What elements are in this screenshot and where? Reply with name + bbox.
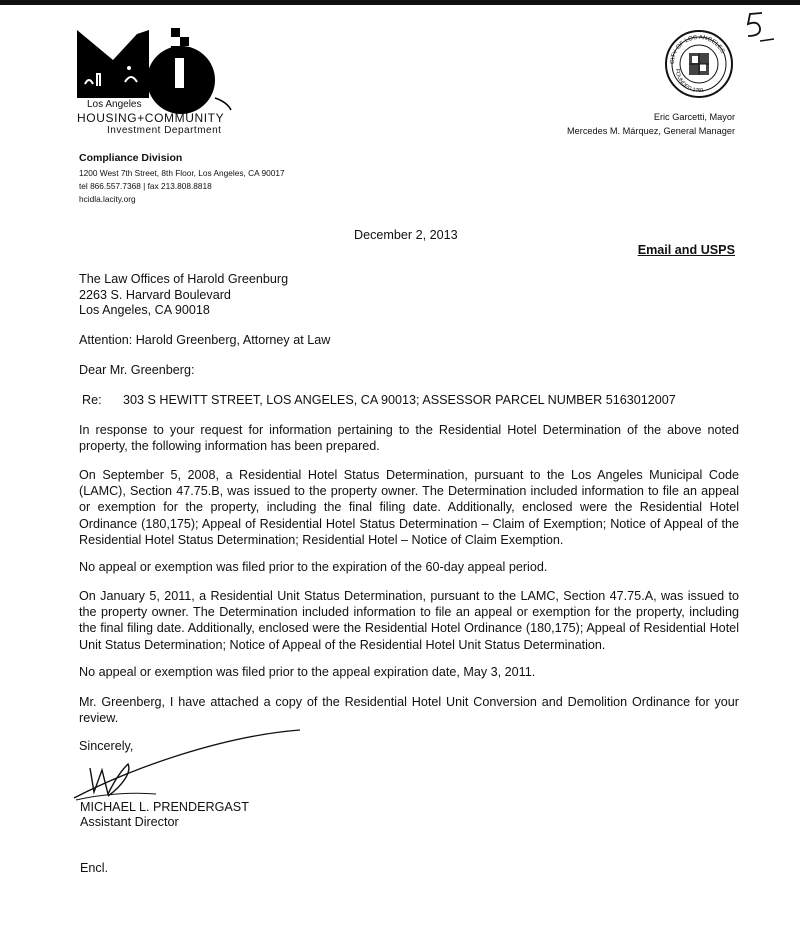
scan-border <box>0 0 800 5</box>
recipient-line: Los Angeles, CA 90018 <box>79 303 210 317</box>
recipient-line: The Law Offices of Harold Greenburg <box>79 272 289 286</box>
logo-city-text: Los Angeles <box>87 99 142 110</box>
body-paragraph: In response to your request for information pertaining to the Residential Hotel Determination of the above noted property, the following information has been prepared. <box>79 423 739 454</box>
letter-date: December 2, 2013 <box>354 228 458 242</box>
signer-name: MICHAEL L. PRENDERGAST <box>80 800 249 814</box>
seal-top-text: CITY OF LOS ANGELES <box>669 34 726 65</box>
body-paragraph: No appeal or exemption was filed prior to the expiration of the 60-day appeal period. <box>79 560 548 574</box>
division-phone-fax: tel 866.557.7368 | fax 213.808.8818 <box>79 181 212 191</box>
closing: Sincerely, <box>79 739 134 753</box>
general-manager-name: Mercedes M. Márquez, General Manager <box>567 126 735 136</box>
handwritten-page-mark <box>742 10 778 46</box>
recipient-line: 2263 S. Harvard Boulevard <box>79 288 231 302</box>
division-website: hcidla.lacity.org <box>79 194 136 204</box>
division-name: Compliance Division <box>79 152 183 164</box>
salutation: Dear Mr. Greenberg: <box>79 363 195 377</box>
re-subject: 303 S HEWITT STREET, LOS ANGELES, CA 90013; ASSESSOR PARCEL NUMBER 5163012007 <box>123 393 676 407</box>
delivery-method: Email and USPS <box>637 243 735 257</box>
division-address: 1200 West 7th Street, 8th Floor, Los Angeles, CA 90017 <box>79 168 285 178</box>
re-label: Re: <box>82 393 102 407</box>
hcidla-logo <box>77 28 252 140</box>
attention-line: Attention: Harold Greenberg, Attorney at Law <box>79 333 331 347</box>
seal-bottom-text: FOUNDED 1781 <box>673 68 705 95</box>
city-seal <box>664 29 734 99</box>
mayor-name: Eric Garcetti, Mayor <box>653 112 735 122</box>
logo-agency-text: HOUSING+COMMUNITY <box>77 111 225 125</box>
signature <box>72 728 312 808</box>
body-paragraph: No appeal or exemption was filed prior to the appeal expiration date, May 3, 2011. <box>79 665 536 679</box>
enclosure-note: Encl. <box>80 861 108 875</box>
body-paragraph: On September 5, 2008, a Residential Hotel Status Determination, pursuant to the Los Angeles Municipal Code (LAMC), Section 47.75.B, was issued to the property owner. The Determination included information to file an appeal or exemption for the property, including the final filing date. Additionally, enclosed were the Residential Hotel Ordinance (180,175); Appeal of Residential Hotel Status Determination – Claim of Exemption; Notice of Appeal of the Residential Hotel Status Determination; Residential Hotel – Notice of Claim Exemption. <box>79 468 739 547</box>
body-paragraph: On January 5, 2011, a Residential Unit Status Determination, pursuant to the LAMC, Section 47.75.A, was issued to the property owner. The Determination included information to file an appeal or exemption for the property, including the final filing date. Additionally, enclosed were the Residential Hotel Ordinance (180,175); Appeal of Residential Hotel Unit Status Determination; Notice of Appeal of the Residential Hotel Unit Status Determination. <box>79 589 739 652</box>
signer-title: Assistant Director <box>80 815 179 829</box>
body-paragraph: Mr. Greenberg, I have attached a copy of the Residential Hotel Unit Conversion and Demolition Ordinance for your review. <box>79 695 739 726</box>
logo-department-text: Investment Department <box>107 125 222 136</box>
